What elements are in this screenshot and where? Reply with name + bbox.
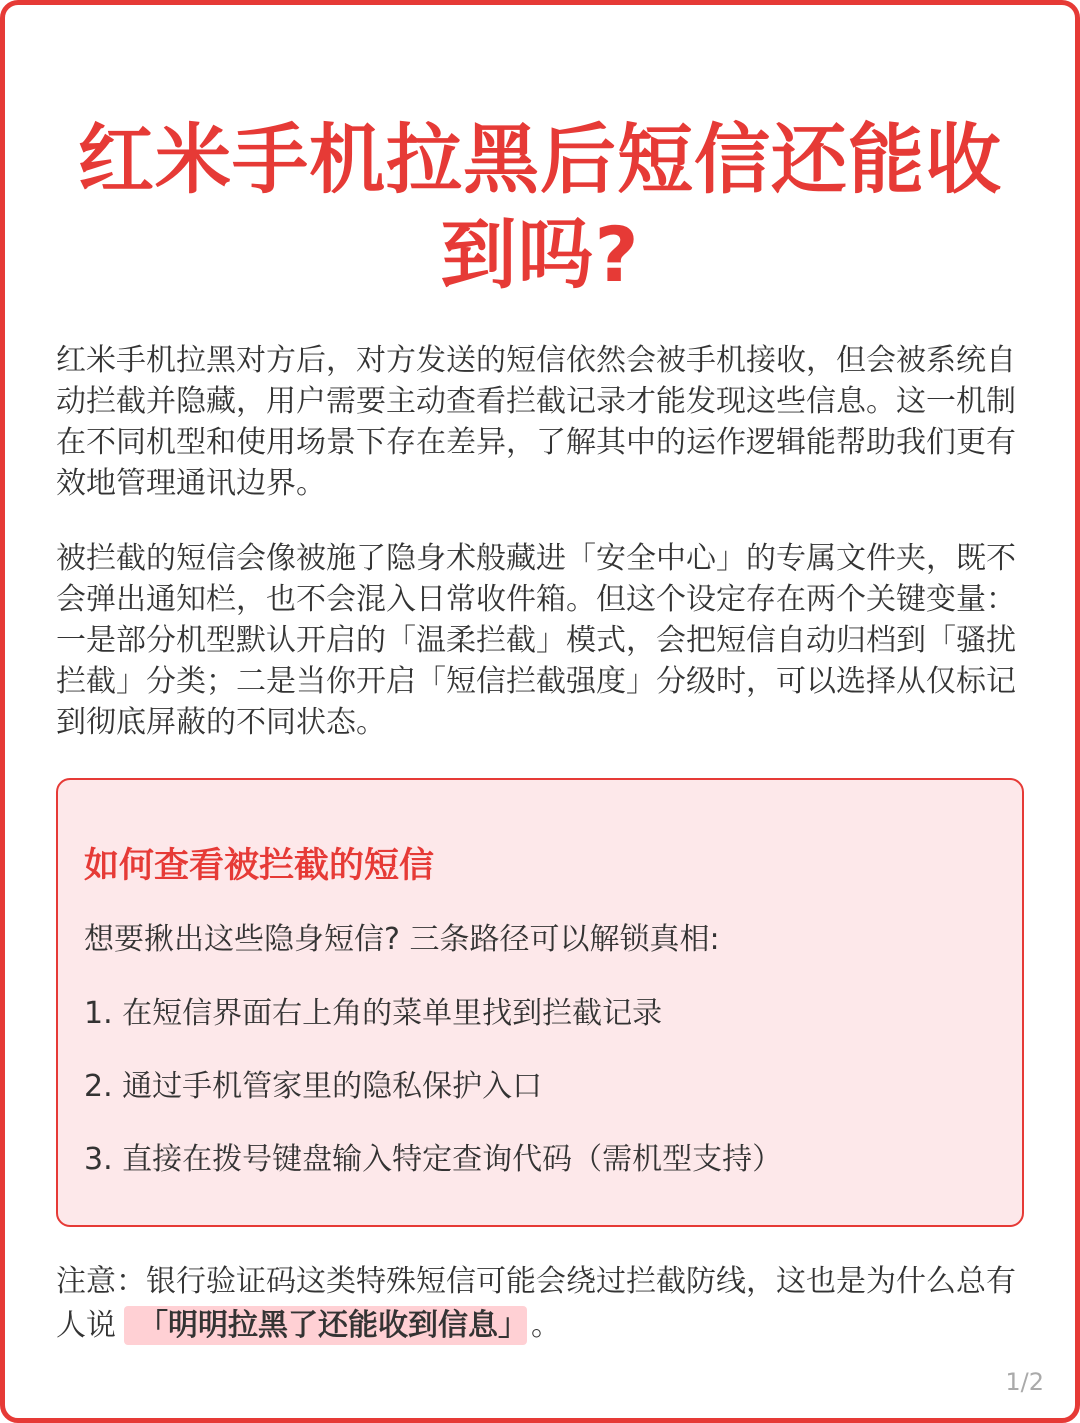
- note-text: 注意：银行验证码这类特殊短信可能会绕过拦截防线，这也是为什么总有人说: [56, 1264, 1016, 1343]
- intro-paragraph: 红米手机拉黑对方后，对方发送的短信依然会被手机接收，但会被系统自动拦截并隐藏，用户需要主动查看拦截记录才能发现这些信息。这一机制在不同机型和使用场景下存在差异，了解其中的运作逻辑能帮助我们更有效地管理通讯边界。: [56, 343, 1016, 501]
- page-title: 红米手机拉黑后短信还能收到吗?: [78, 115, 1002, 299]
- box-intro: 想要揪出这些隐身短信? 三条路径可以解锁真相:: [84, 922, 720, 957]
- how-to-box: [56, 778, 1024, 1227]
- list-item: 3. 直接在拨号键盘输入特定查询代码（需机型支持）: [84, 1142, 783, 1177]
- page-indicator: 1/2: [1005, 1368, 1044, 1396]
- detail-paragraph: 被拦截的短信会像被施了隐身术般藏进「安全中心」的专属文件夹，既不会弹出通知栏，也不会混入日常收件箱。但这个设定存在两个关键变量：一是部分机型默认开启的「温柔拦截」模式，会把短信自动归档到「骚扰拦截」分类；二是当你开启「短信拦截强度」分级时，可以选择从仅标记到彻底屏蔽的不同状态。: [56, 541, 1016, 740]
- note-end: 。: [531, 1308, 561, 1343]
- list-item: 2. 通过手机管家里的隐私保护入口: [84, 1069, 543, 1104]
- note-paragraph: [56, 1260, 1022, 1348]
- note-highlight: 「明明拉黑了还能收到信息」: [124, 1306, 527, 1345]
- list-item: 1. 在短信界面右上角的菜单里找到拦截记录: [84, 996, 663, 1031]
- box-title: 如何查看被拦截的短信: [84, 846, 435, 886]
